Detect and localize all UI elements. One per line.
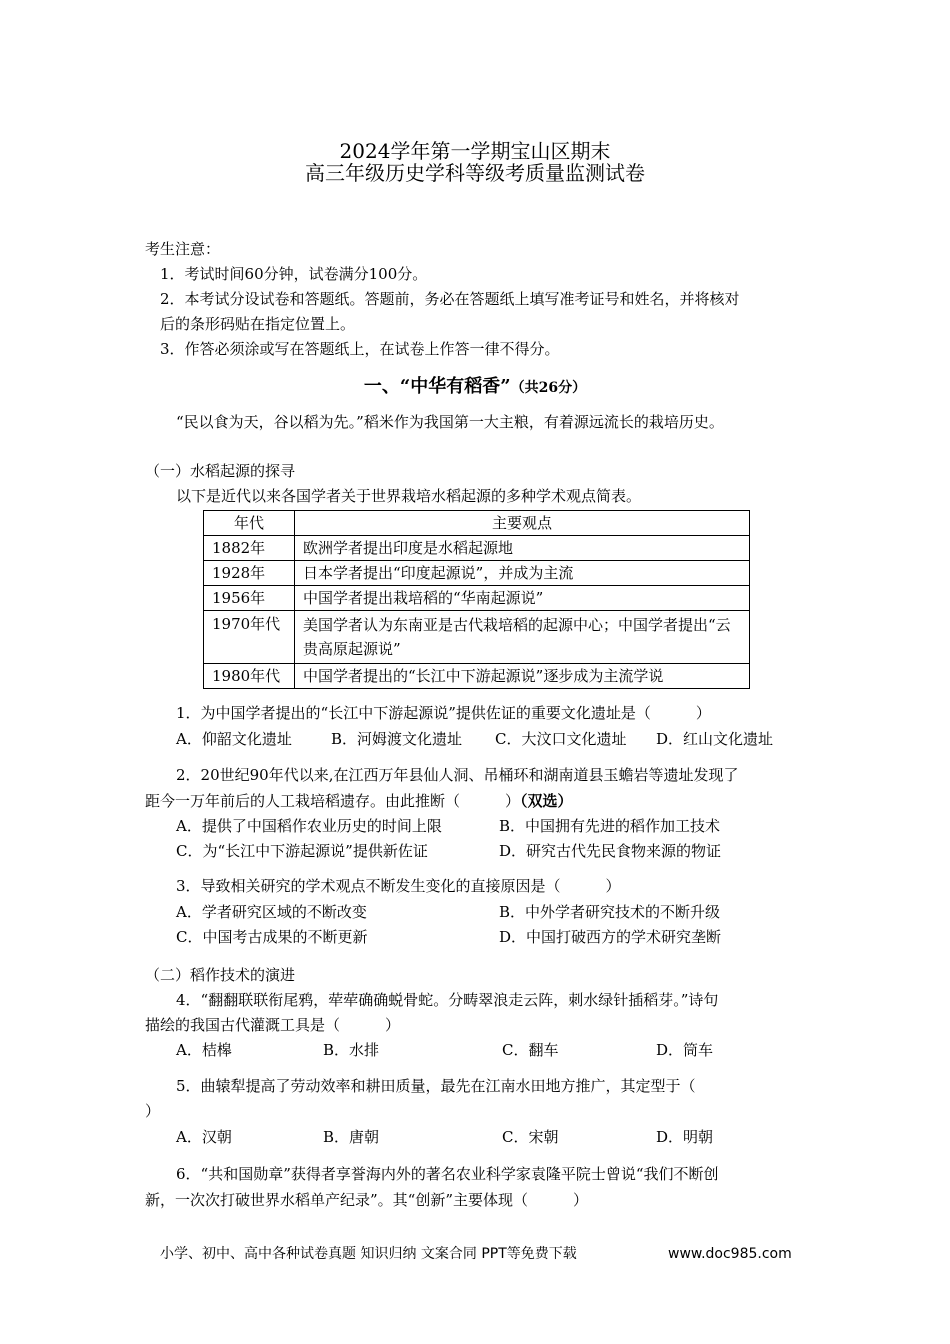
table-row [204, 586, 750, 611]
table-cell-year: 1956年 [204, 586, 295, 611]
notice-heading: 考生注意： [145, 240, 221, 258]
table-row [204, 611, 750, 664]
option: B．水排 [323, 1041, 380, 1059]
viewpoints-table [203, 510, 750, 689]
table-cell-view: 日本学者提出“印度起源说”，并成为主流 [295, 561, 750, 586]
option: C．中国考古成果的不断更新 [176, 928, 368, 946]
table-cell-year: 1980年代 [204, 664, 295, 689]
table-header-row [204, 511, 750, 536]
section-title-text: 一、“中华有稻香” [363, 376, 511, 397]
option: C．为“长江中下游起源说”提供新佐证 [176, 842, 428, 860]
section-intro: “民以食为天，谷以稻为先。”稻米作为我国第一大主粮，有着源远流长的栽培历史。 [176, 413, 724, 431]
question-stem-cont [145, 794, 573, 809]
option: C．翻车 [502, 1041, 559, 1059]
footer-text: 小学、初中、高中各种试卷真题 知识归纳 文案合同 PPT等免费下载 [160, 1246, 577, 1262]
table-intro: 以下是近代以来各国学者关于世界栽培水稻起源的多种学术观点简表。 [176, 487, 642, 505]
table-cell-view: 欧洲学者提出印度是水稻起源地 [295, 536, 750, 561]
notice-item: 3．作答必须涂或写在答题纸上，在试卷上作答一律不得分。 [160, 340, 560, 358]
notice-item: 2．本考试分设试卷和答题纸。答题前，务必在答题纸上填写准考证号和姓名，并将核对 [160, 290, 740, 308]
table-cell-year: 1970年代 [204, 611, 295, 664]
option: A．学者研究区域的不断改变 [176, 903, 367, 921]
option: B．唐朝 [323, 1128, 380, 1146]
question-stem: 4．“翻翻联联衔尾鸦，荦荦确确蜕骨蛇。分畴翠浪走云阵，刺水绿针插稻芽。”诗句 [176, 991, 719, 1009]
option: A．汉朝 [176, 1128, 232, 1146]
question-stem-cont: 描绘的我国古代灌溉工具是（ ） [145, 1016, 401, 1034]
notice-item: 1．考试时间60分钟，试卷满分100分。 [160, 265, 428, 283]
option: C．宋朝 [502, 1128, 559, 1146]
option: D．明朝 [656, 1128, 714, 1146]
option: D．中国打破西方的学术研究垄断 [499, 928, 722, 946]
option: B．河姆渡文化遗址 [331, 730, 463, 748]
question-stem: 5．曲辕犁提高了劳动效率和耕田质量，最先在江南水田地方推广，其定型于（ [176, 1077, 696, 1095]
exam-subtitle: 高三年级历史学科等级考质量监测试卷 [305, 161, 645, 185]
exam-title: 2024学年第一学期宝山区期末 [339, 139, 611, 163]
question-stem-cont: ） [145, 1102, 161, 1120]
table-row [204, 664, 750, 689]
table-header-cell: 主要观点 [295, 511, 750, 536]
option: D．红山文化遗址 [656, 730, 774, 748]
question-stem: 1．为中国学者提出的“长江中下游起源说”提供佐证的重要文化遗址是（ ） [176, 704, 711, 722]
option: B．中国拥有先进的稻作加工技术 [499, 817, 721, 835]
option: A．桔槔 [176, 1041, 232, 1059]
table-cell-year: 1928年 [204, 561, 295, 586]
table-cell-year: 1882年 [204, 536, 295, 561]
option: A．仰韶文化遗址 [176, 730, 292, 748]
notice-item: 后的条形码贴在指定位置上。 [160, 315, 356, 333]
option: A．提供了中国稻作农业历史的时间上限 [176, 817, 442, 835]
table-cell-view: 美国学者认为东南亚是古代栽培稻的起源中心；中国学者提出“云贵高原起源说” [295, 611, 750, 664]
table-row [204, 536, 750, 561]
table-cell-view: 中国学者提出的“长江中下游起源说”逐步成为主流学说 [295, 664, 750, 689]
section-title [0, 378, 950, 396]
question-stem-cont: 新，一次次打破世界水稻单产纪录”。其“创新”主要体现（ ） [145, 1191, 589, 1209]
section-points: （共26分） [510, 380, 587, 396]
question-stem: 6．“共和国勋章”获得者享誉海内外的著名农业科学家袁隆平院士曾说“我们不断创 [176, 1165, 719, 1183]
question-stem: 3．导致相关研究的学术观点不断发生变化的直接原因是（ ） [176, 877, 621, 895]
table-cell-view: 中国学者提出栽培稻的“华南起源说” [295, 586, 750, 611]
table-row [204, 561, 750, 586]
option: D．筒车 [656, 1041, 714, 1059]
option: D．研究古代先民食物来源的物证 [499, 842, 722, 860]
question-stem: 2．20世纪90年代以来,在江西万年县仙人洞、吊桶环和湖南道县玉蟾岩等遗址发现了 [176, 766, 739, 784]
option: C．大汶口文化遗址 [495, 730, 627, 748]
table-header-cell: 年代 [204, 511, 295, 536]
part-heading: （二）稻作技术的演进 [145, 966, 296, 984]
question-type-tag: （双选） [520, 792, 573, 810]
part-heading: （一）水稻起源的探寻 [145, 462, 296, 480]
footer-link[interactable]: www.doc985.com [668, 1246, 792, 1262]
question-stem-text: 距今一万年前后的人工栽培稻遗存。由此推断（ ） [145, 792, 521, 810]
option: B．中外学者研究技术的不断升级 [499, 903, 721, 921]
